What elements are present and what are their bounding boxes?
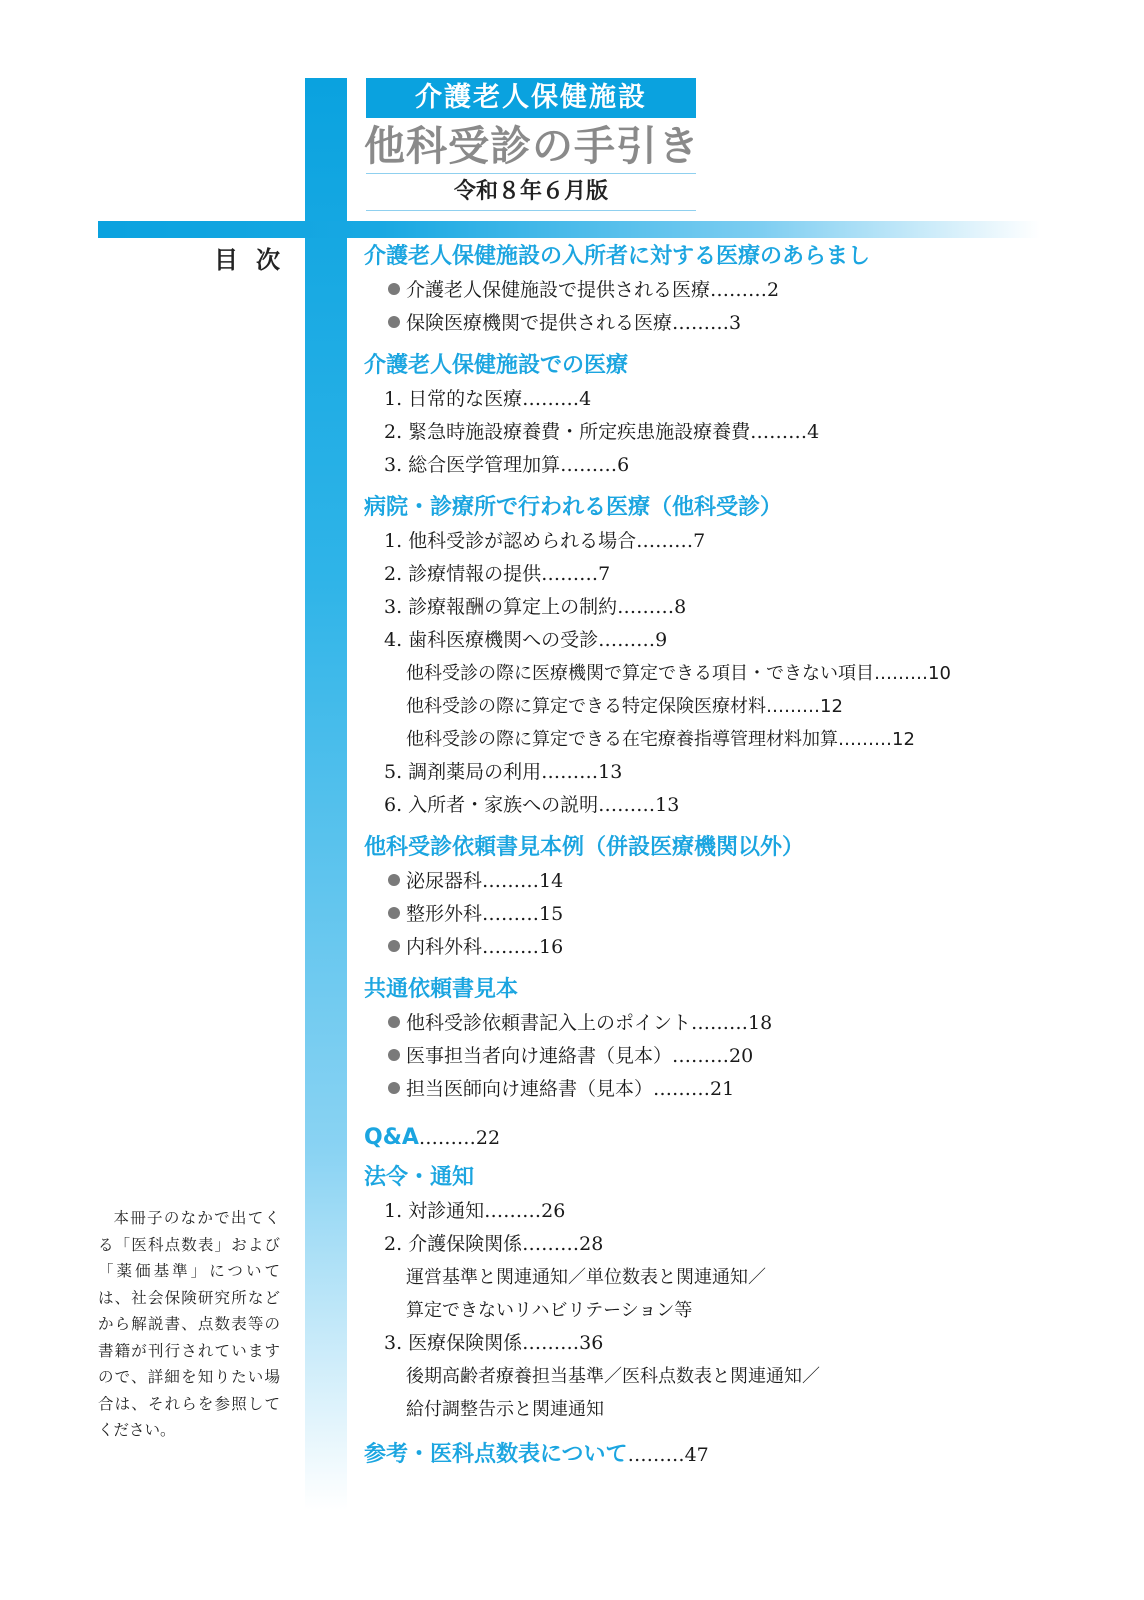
toc-entry xyxy=(364,1228,1044,1261)
toc-entry xyxy=(364,591,1044,624)
toc-entry-text: 内科外科………16 xyxy=(406,936,564,958)
toc-entry xyxy=(364,449,1044,482)
section-page-number: ………47 xyxy=(627,1444,709,1466)
bullet-icon xyxy=(388,1049,400,1061)
spacer xyxy=(364,1106,1044,1115)
section-title-text: 介護老人保健施設の入所者に対する医療のあらまし xyxy=(364,244,871,269)
toc-section-title xyxy=(364,1438,1044,1472)
page-title: 他科受診の手引き xyxy=(364,122,700,170)
toc-entry-text: 泌尿器科………14 xyxy=(406,870,564,892)
toc-entry-text: 6. 入所者・家族への説明………13 xyxy=(384,794,680,816)
toc-entry xyxy=(364,690,1044,723)
toc-entry xyxy=(364,931,1044,964)
section-title-text: 共通依頼書見本 xyxy=(364,977,519,1002)
toc-entry-text: 医事担当者向け連絡書（見本）………20 xyxy=(406,1045,754,1067)
toc-section-title xyxy=(364,1161,1044,1195)
toc-section-title xyxy=(364,240,1044,274)
toc-entry-text: 2. 緊急時施設療養費・所定疾患施設療養費………4 xyxy=(384,421,820,443)
toc-entry xyxy=(364,1195,1044,1228)
section-title-text: 介護老人保健施設での医療 xyxy=(364,353,629,378)
spacer xyxy=(364,822,1044,831)
spacer xyxy=(364,340,1044,349)
toc-entry xyxy=(364,723,1044,756)
bullet-icon xyxy=(388,874,400,886)
toc-entry xyxy=(364,274,1044,307)
toc-entry-text: 1. 対診通知………26 xyxy=(384,1200,566,1222)
toc-entry-text: 他科受診の際に算定できる特定保険医療材料………12 xyxy=(406,696,843,717)
toc-entry xyxy=(364,416,1044,449)
edition-label: 令和８年６月版 xyxy=(366,173,696,211)
toc-entry xyxy=(364,525,1044,558)
toc-section-title xyxy=(364,349,1044,383)
toc-entry xyxy=(364,1073,1044,1106)
spacer xyxy=(364,482,1044,491)
section-title-text: 他科受診依頼書見本例（併設医療機関以外） xyxy=(364,835,805,860)
facility-banner: 介護老人保健施設 xyxy=(366,78,696,118)
section-title-text: 病院・診療所で行われる医療（他科受診） xyxy=(364,495,783,520)
toc-entry-text: 算定できないリハビリテーション等 xyxy=(406,1300,693,1321)
toc-entry xyxy=(364,865,1044,898)
toc-entry xyxy=(364,1007,1044,1040)
bullet-icon xyxy=(388,316,400,328)
bullet-icon xyxy=(388,1082,400,1094)
toc-entry-text: 整形外科………15 xyxy=(406,903,564,925)
toc-entry xyxy=(364,1261,1044,1294)
section-page-number: ………22 xyxy=(418,1127,501,1149)
toc-entry-text: 4. 歯科医療機関への受診………9 xyxy=(384,629,668,651)
section-title-text: 法令・通知 xyxy=(364,1165,475,1190)
toc-entry-text: 1. 他科受診が認められる場合………7 xyxy=(384,530,706,552)
toc-entry xyxy=(364,756,1044,789)
toc-entry-text: 運営基準と関連通知／単位数表と関連通知／ xyxy=(406,1267,766,1288)
toc-entry xyxy=(364,1360,1044,1393)
toc-entry xyxy=(364,898,1044,931)
toc-entry-text: 2. 介護保険関係………28 xyxy=(384,1233,604,1255)
toc-entry-text: 他科受診の際に医療機関で算定できる項目・できない項目………10 xyxy=(406,663,951,684)
toc-entry xyxy=(364,307,1044,340)
toc-entry-text: 給付調整告示と関連通知 xyxy=(406,1399,604,1420)
toc-entry xyxy=(364,383,1044,416)
toc-entry xyxy=(364,1393,1044,1426)
toc-section-title xyxy=(364,491,1044,525)
toc-section-title xyxy=(364,973,1044,1007)
spacer xyxy=(364,1426,1044,1438)
toc-entry xyxy=(364,558,1044,591)
toc-entry-text: 1. 日常的な医療………4 xyxy=(384,388,592,410)
toc-section-title xyxy=(364,1121,1044,1155)
toc-entry-text: 保険医療機関で提供される医療………3 xyxy=(406,312,742,334)
toc-entry-text: 担当医師向け連絡書（見本）………21 xyxy=(406,1078,735,1100)
bullet-icon xyxy=(388,1016,400,1028)
side-note: 本冊子のなかで出てくる「医科点数表」および「薬価基準」については、社会保険研究所などから解説書、点数表等の書籍が刊行されていますので、詳細を知りたい場合は、それらを参照してください。 xyxy=(98,1209,280,1439)
toc-entry-text: 3. 総合医学管理加算………6 xyxy=(384,454,630,476)
bullet-icon xyxy=(388,283,400,295)
horizontal-accent-bar xyxy=(98,221,1040,238)
toc-entry-text: 他科受診の際に算定できる在宅療養指導管理材料加算………12 xyxy=(406,729,915,750)
table-of-contents xyxy=(364,240,1044,1472)
spacer xyxy=(364,964,1044,973)
toc-entry-text: 2. 診療情報の提供………7 xyxy=(384,563,611,585)
toc-entry-text: 他科受診依頼書記入上のポイント………18 xyxy=(406,1012,773,1034)
toc-section-title xyxy=(364,831,1044,865)
toc-entry xyxy=(364,624,1044,657)
toc-entry-text: 介護老人保健施設で提供される医療………2 xyxy=(406,279,780,301)
toc-entry-text: 5. 調剤薬局の利用………13 xyxy=(384,761,623,783)
toc-entry-text: 3. 医療保険関係………36 xyxy=(384,1332,604,1354)
bullet-icon xyxy=(388,907,400,919)
toc-entry xyxy=(364,789,1044,822)
toc-entry xyxy=(364,1040,1044,1073)
toc-entry-text: 3. 診療報酬の算定上の制約………8 xyxy=(384,596,687,618)
section-title-text: Q&A xyxy=(364,1125,419,1150)
vertical-accent-bar xyxy=(305,78,347,1510)
toc-entry xyxy=(364,1327,1044,1360)
toc-entry xyxy=(364,1294,1044,1327)
toc-entry-text: 後期高齢者療養担当基準／医科点数表と関連通知／ xyxy=(406,1366,820,1387)
toc-heading: 目次 xyxy=(214,246,298,274)
toc-entry xyxy=(364,657,1044,690)
bullet-icon xyxy=(388,940,400,952)
section-title-text: 参考・医科点数表について xyxy=(364,1442,628,1467)
